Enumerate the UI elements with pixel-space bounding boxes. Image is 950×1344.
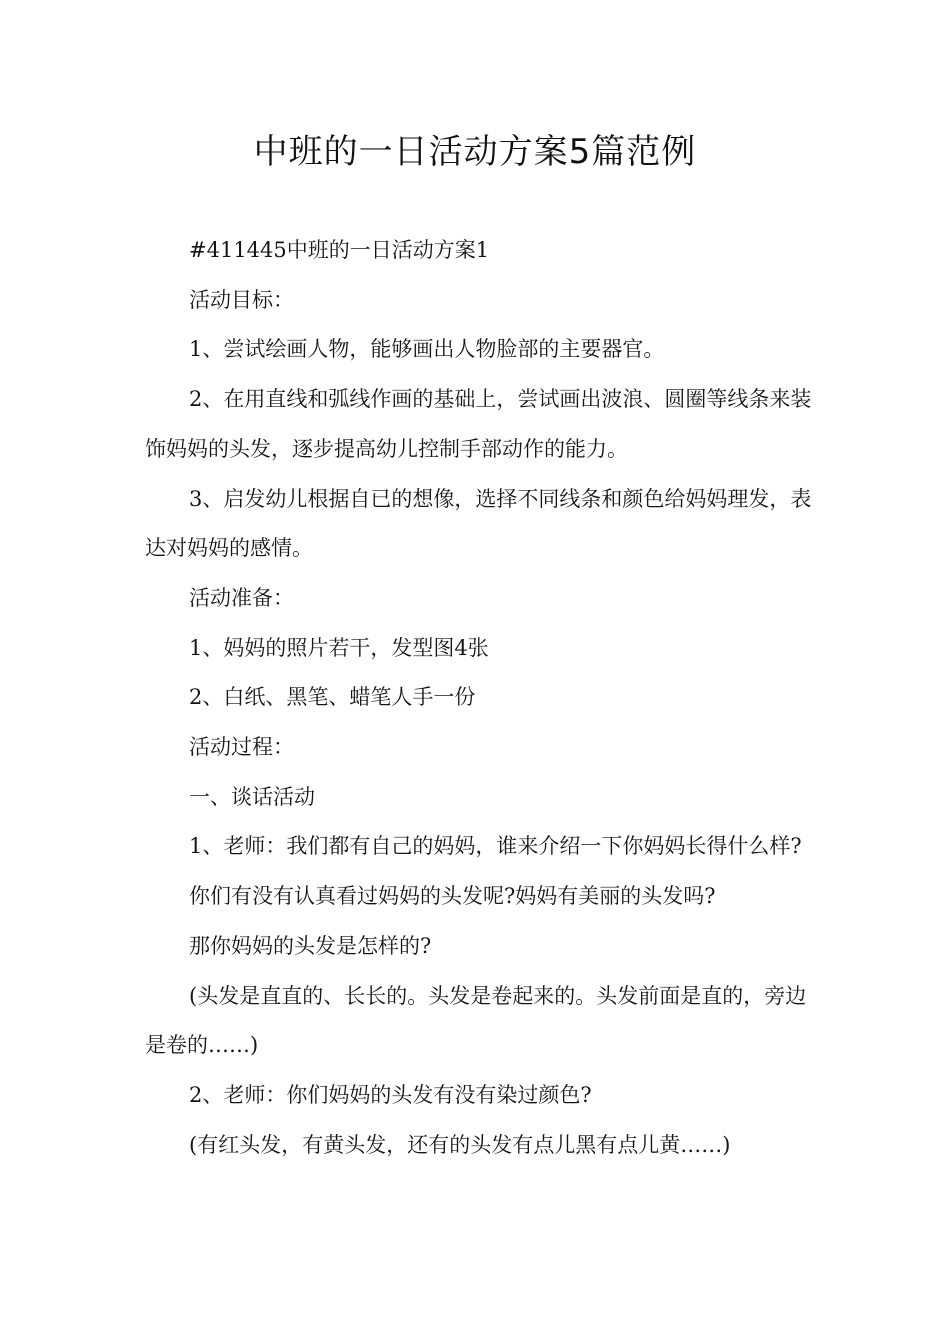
paragraph: 2、老师：你们妈妈的头发有没有染过颜色? [189,1082,592,1107]
paragraph-label: 活动过程： [189,735,294,760]
page-title: 中班的一日活动方案5篇范例 [253,132,697,172]
paragraph: (有红头发，有黄头发，还有的头发有点儿黑有点儿黄……) [189,1132,731,1157]
section-heading: #411445中班的一日活动方案1 [189,238,490,262]
paragraph: 2、在用直线和弧线作画的基础上，尝试画出波浪、圆圈等线条来装饰妈妈的头发，逐步提高幼儿控制手部动作的能力。 [145,387,812,461]
document-body [145,226,825,1170]
paragraph: 那你妈妈的头发是怎样的? [189,933,432,958]
paragraph: 你们有没有认真看过妈妈的头发呢?妈妈有美丽的头发吗? [189,884,716,909]
paragraph: 1、尝试绘画人物，能够画出人物脸部的主要器官。 [189,337,665,362]
paragraph: 1、妈妈的照片若干，发型图4张 [189,635,489,660]
paragraph-label: 活动准备： [189,585,294,610]
paragraph-label: 活动目标： [189,287,294,312]
paragraph-label: 一、谈话活动 [189,784,315,809]
paragraph: (头发是直直的、长长的。头发是卷起来的。头发前面是直的，旁边是卷的……) [145,983,807,1058]
paragraph: 3、启发幼儿根据自已的想像，选择不同线条和颜色给妈妈理发，表达对妈妈的感情。 [145,486,812,561]
paragraph: 1、老师：我们都有自己的妈妈，谁来介绍一下你妈妈长得什么样? [189,834,802,859]
paragraph: 2、白纸、黑笔、蜡笔人手一份 [189,685,476,710]
